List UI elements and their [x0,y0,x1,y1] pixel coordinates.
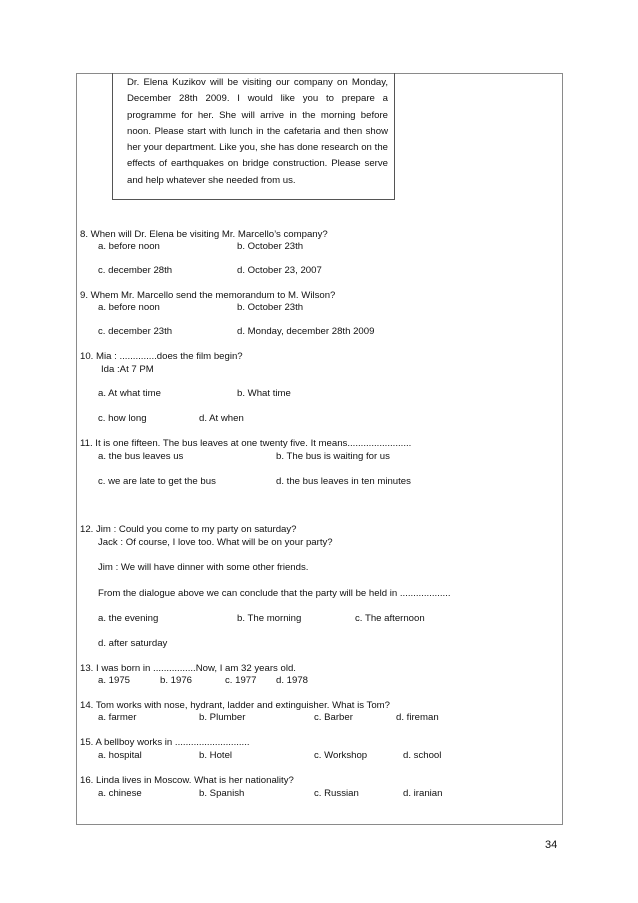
q15-option-d: d. school [403,750,442,761]
q11-option-a: a. the bus leaves us [98,451,184,462]
q9-option-c: c. december 23th [98,326,173,337]
page-number: 34 [545,839,558,851]
q13-option-c: c. 1977 [225,675,257,686]
q9-option-d: d. Monday, december 28th 2009 [237,326,375,337]
q8-option-d: d. October 23, 2007 [237,265,322,276]
q12-question: From the dialogue above we can conclude that the party will be held in ................... [98,588,451,599]
memo-text: Dr. Elena Kuzikov will be visiting our company on Monday, December 28th 2009. I would like you to prepare a programme for her. She will arrive in the morning before noon. Please start with lunch in the cafetaria and then show her your department. Like you, she has done research on the effects of earthquakes on bridge construction. Please serve and help whatever she needed from us. [127,77,388,186]
q9-question: 9. Whem Mr. Marcello send the memorandum to M. Wilson? [80,290,336,301]
q8-question: 8. When will Dr. Elena be visiting Mr. Marcello’s company? [80,229,328,240]
q11-option-d: d. the bus leaves in ten minutes [276,476,411,487]
memo-box [112,73,395,200]
q13-question: 13. I was born in ................Now, I am 32 years old. [80,663,296,674]
q14-option-a: a. farmer [98,712,137,723]
q12-dialogue-line3: Jim : We will have dinner with some other friends. [98,562,309,573]
q11-option-c: c. we are late to get the bus [98,476,216,487]
q15-question: 15. A bellboy works in ............................ [80,737,250,748]
q14-question: 14. Tom works with nose, hydrant, ladder and extinguisher. What is Tom? [80,700,391,711]
q12-dialogue-line2: Jack : Of course, I love too. What will be on your party? [98,537,333,548]
q11-question: 11. It is one fifteen. The bus leaves at one twenty five. It means........................ [80,438,412,449]
q9-option-a: a. before noon [98,302,160,313]
q15-option-b: b. Hotel [199,750,233,761]
q10-question: 10. Mia : ..............does the film begin? [80,351,243,362]
q14-option-c: c. Barber [314,712,353,723]
q10-option-c: c. how long [98,413,147,424]
q11-option-b: b. The bus is waiting for us [276,451,390,462]
q13-option-a: a. 1975 [98,675,131,686]
q12-option-b: b. The morning [237,613,302,624]
q16-option-b: b. Spanish [199,788,245,799]
q9-option-b: b. October 23th [237,302,304,313]
q8-option-b: b. October 23th [237,241,304,252]
q10-option-b: b. What time [237,388,291,399]
q8-option-a: a. before noon [98,241,160,252]
q12-option-a: a. the evening [98,613,159,624]
q15-option-a: a. hospital [98,750,142,761]
q16-option-d: d. iranian [403,788,443,799]
q16-option-a: a. chinese [98,788,142,799]
q14-option-b: b. Plumber [199,712,246,723]
q13-option-b: b. 1976 [160,675,193,686]
q8-option-c: c. december 28th [98,265,173,276]
q12-option-d: d. after saturday [98,638,168,649]
q10-response: Ida :At 7 PM [101,364,154,375]
q16-option-c: c. Russian [314,788,359,799]
q14-option-d: d. fireman [396,712,439,723]
q13-option-d: d. 1978 [276,675,309,686]
q12-option-c: c. The afternoon [355,613,425,624]
q15-option-c: c. Workshop [314,750,368,761]
q10-option-d: d. At when [199,413,244,424]
q16-question: 16. Linda lives in Moscow. What is her nationality? [80,775,294,786]
q12-dialogue-line1: 12. Jim : Could you come to my party on saturday? [80,524,297,535]
q10-option-a: a. At what time [98,388,161,399]
